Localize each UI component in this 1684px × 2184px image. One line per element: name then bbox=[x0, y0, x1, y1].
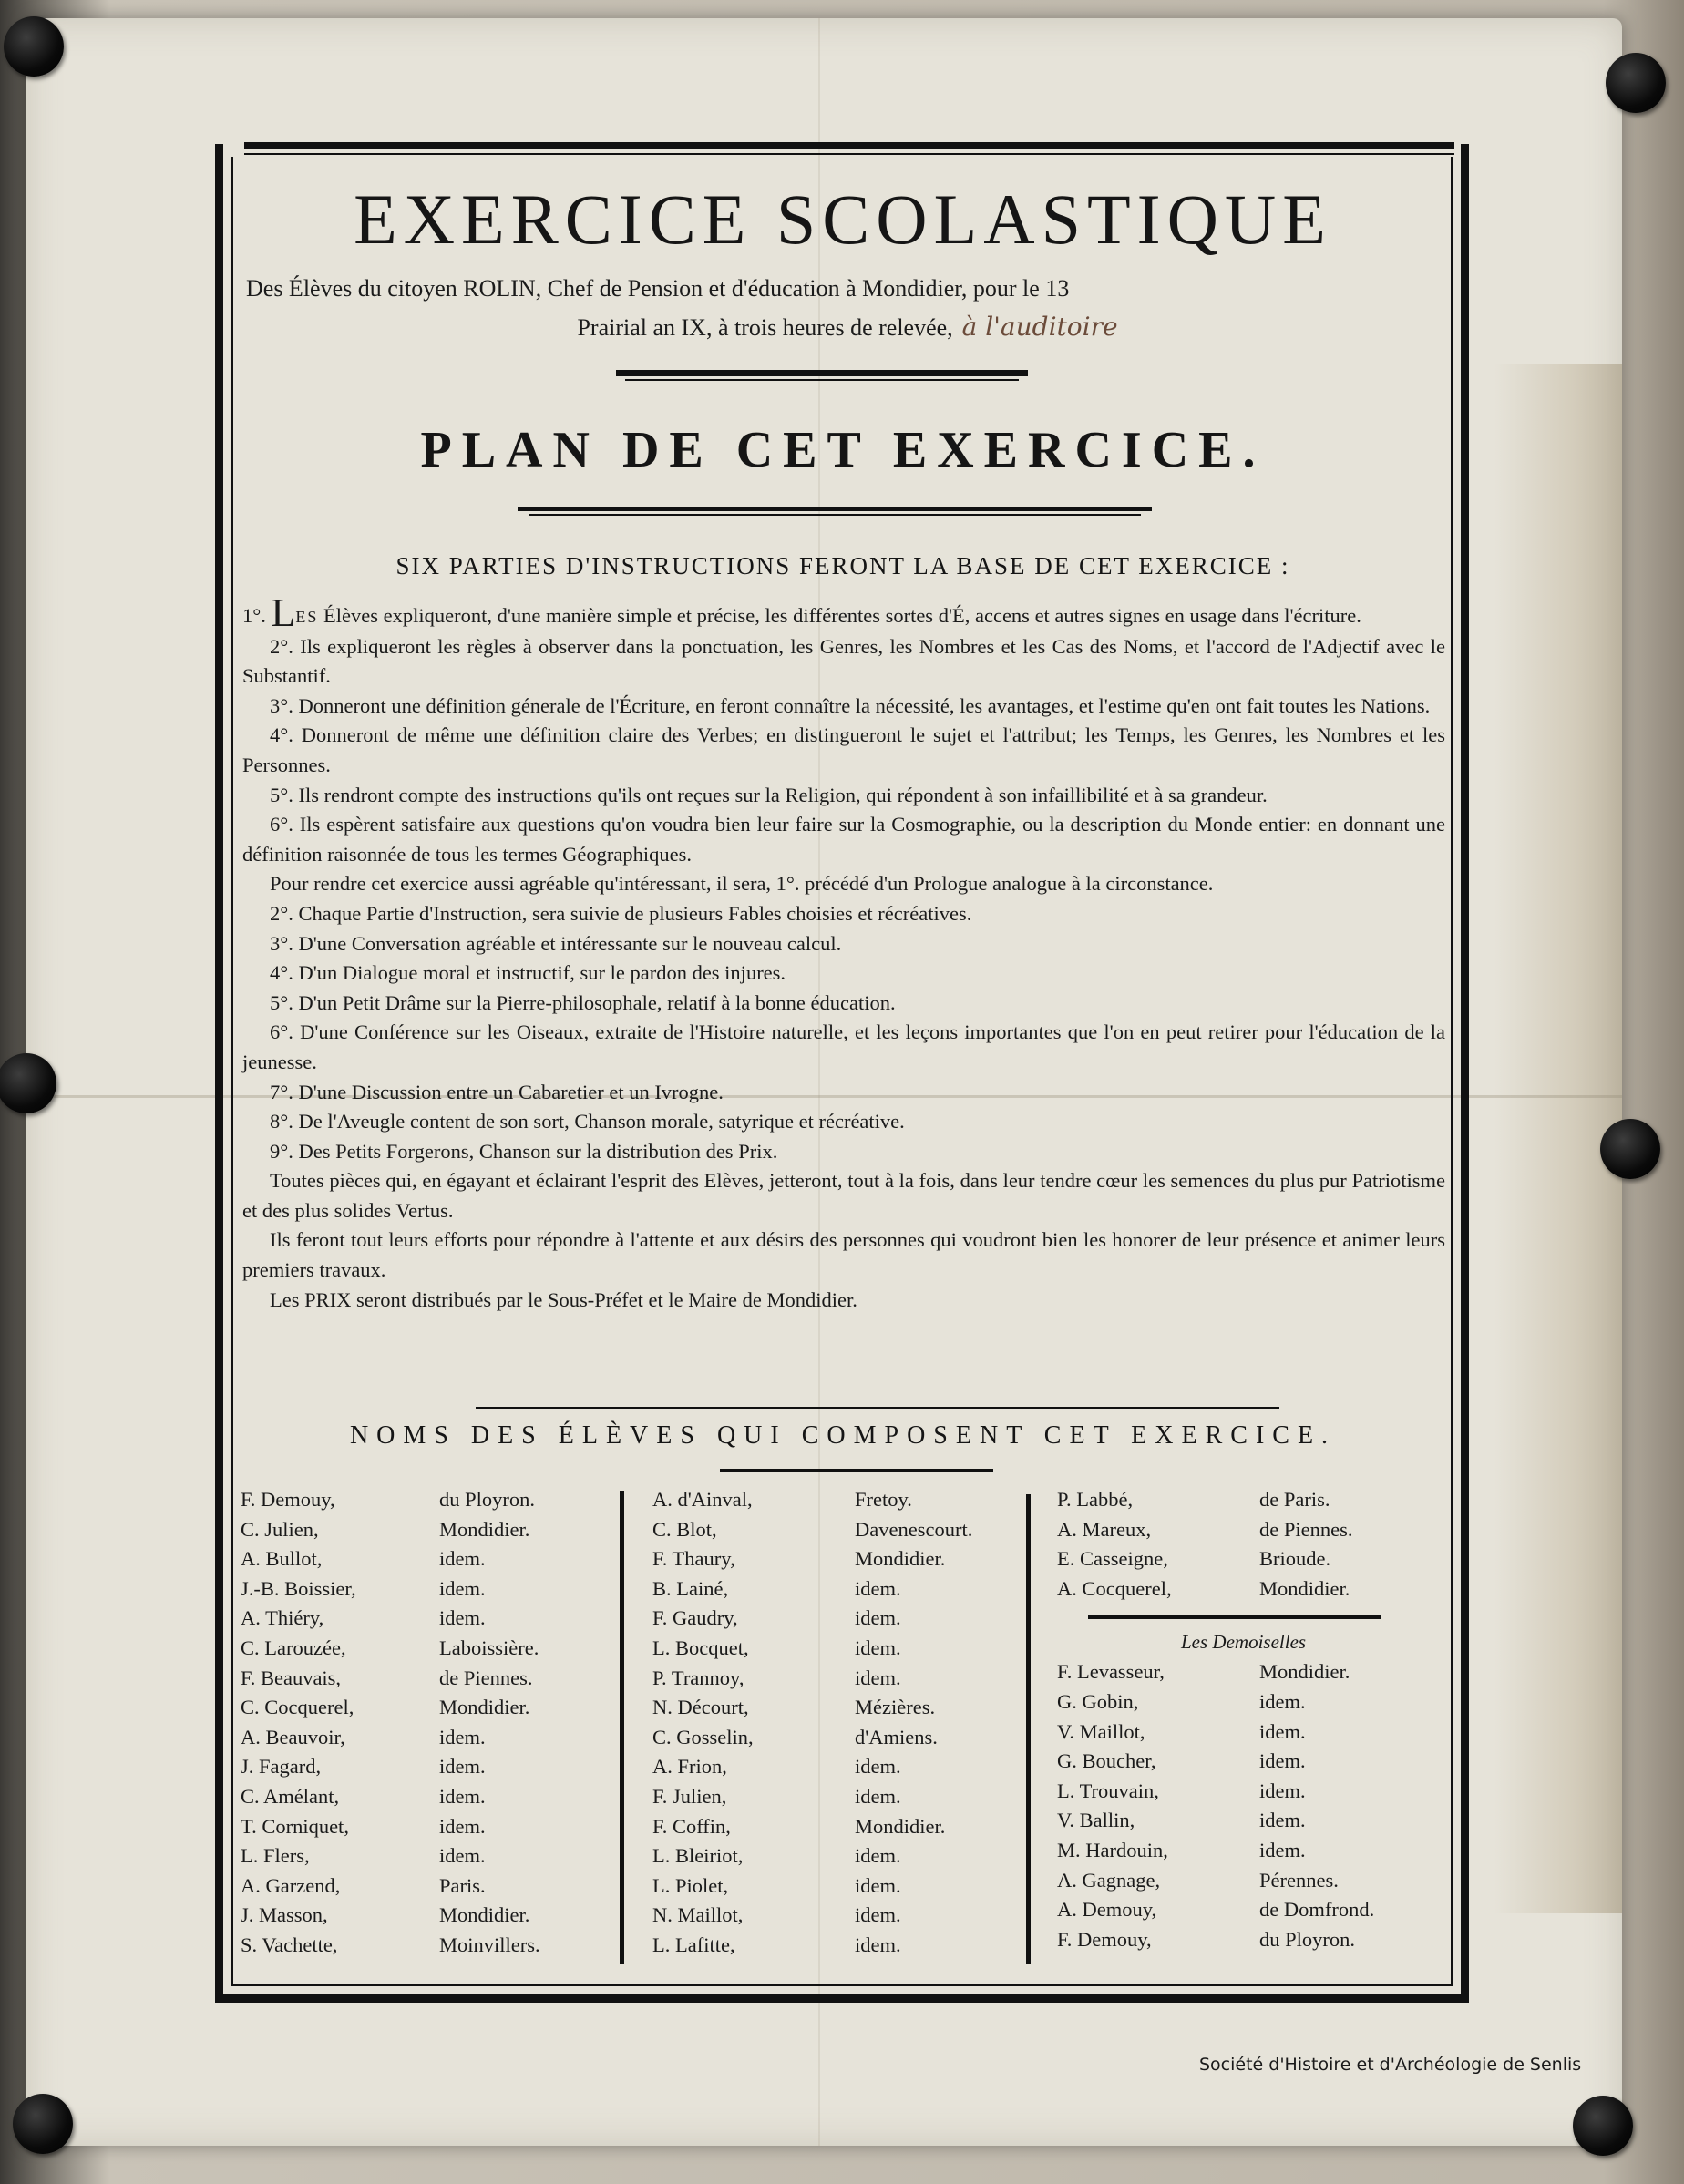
thumbtack-icon bbox=[1606, 53, 1666, 113]
student-place: Mézières. bbox=[855, 1696, 936, 1719]
paragraph-1-number: 1°. bbox=[242, 604, 266, 627]
student-name: V. Maillot, bbox=[1057, 1719, 1145, 1743]
student-place: du Ployron. bbox=[1259, 1927, 1356, 1951]
subtitle-line-1: Des Élèves du citoyen ROLIN, Chef de Pension et d'éducation à Mondidier, pour le 13 bbox=[246, 275, 1070, 302]
title-divider bbox=[616, 370, 1028, 376]
student-name: J.-B. Boissier, bbox=[241, 1576, 356, 1600]
student-row bbox=[652, 1693, 1017, 1723]
student-place: idem. bbox=[855, 1844, 901, 1868]
student-name: A. Mareux, bbox=[1057, 1517, 1152, 1541]
thumbtack-icon bbox=[13, 2094, 73, 2154]
student-row bbox=[241, 1604, 605, 1634]
student-place: idem. bbox=[855, 1606, 901, 1630]
student-name: M. Hardouin, bbox=[1057, 1838, 1168, 1861]
subtitle-line-2-text: Prairial an IX, à trois heures de relevée, bbox=[577, 314, 953, 341]
student-place: Fretoy. bbox=[855, 1488, 912, 1511]
student-place: Mondidier. bbox=[1259, 1576, 1350, 1600]
document-title: EXERCICE SCOLASTIQUE bbox=[354, 179, 1332, 259]
student-name: F. Demouy, bbox=[241, 1488, 335, 1511]
paragraph-5: 5°. Ils rendront compte des instructions qu'ils ont reçues sur la Religion, qui répondent à son infaillibilité et à sa grandeur. bbox=[270, 783, 1268, 806]
student-row bbox=[241, 1723, 605, 1753]
student-place: idem. bbox=[855, 1933, 901, 1956]
student-row bbox=[1057, 1925, 1440, 1955]
subtitle-line-2 bbox=[246, 308, 1449, 347]
student-place: d'Amiens. bbox=[855, 1725, 938, 1748]
student-place: Mondidier. bbox=[855, 1814, 946, 1838]
student-row bbox=[1057, 1515, 1440, 1545]
document-subtitle bbox=[246, 270, 1449, 347]
student-row bbox=[1057, 1806, 1440, 1836]
student-row bbox=[1057, 1836, 1440, 1866]
student-row bbox=[652, 1782, 1017, 1812]
student-name: S. Vachette, bbox=[241, 1933, 338, 1956]
student-row bbox=[241, 1515, 605, 1545]
demoiselles-divider bbox=[1088, 1615, 1381, 1619]
students-column-1 bbox=[241, 1485, 605, 1961]
student-row bbox=[652, 1931, 1017, 1961]
student-name: C. Larouzée, bbox=[241, 1635, 346, 1659]
paragraph-18: Les PRIX seront distribués par le Sous-Préfet et le Maire de Mondidier. bbox=[270, 1287, 857, 1311]
paragraph-3: 3°. Donneront une définition génerale de l'Écriture, en feront connaître la nécessité, les avantages, et l'estime qu'en ont fait toutes les Nations. bbox=[270, 693, 1431, 717]
paragraph-1-text: Élèves expliqueront, d'une manière simple et précise, les différentes sortes d'É, accens et autres signes en usage dans l'écriture. bbox=[323, 604, 1361, 627]
student-name: C. Cocquerel, bbox=[241, 1696, 354, 1719]
paragraph-8: 2°. Chaque Partie d'Instruction, sera suivie de plusieurs Fables choisies et récréatives. bbox=[270, 901, 972, 925]
student-place: Brioude. bbox=[1259, 1547, 1331, 1571]
student-row bbox=[1057, 1657, 1440, 1687]
paragraph-13: 7°. D'une Discussion entre un Cabaretier et un Ivrogne. bbox=[270, 1080, 724, 1103]
student-name: P. Labbé, bbox=[1057, 1488, 1134, 1511]
paragraph-11: 5°. D'un Petit Drâme sur la Pierre-philosophale, relatif à la bonne éducation. bbox=[270, 990, 896, 1014]
student-place: idem. bbox=[855, 1635, 901, 1659]
paragraph-6: 6°. Ils espèrent satisfaire aux questions qu'on voudra bien leur faire sur la Cosmographie, ou la description du Monde entier: en donnant une définition raisonnée de tous les termes Géographiques. bbox=[242, 813, 1445, 866]
student-name: A. Thiéry, bbox=[241, 1606, 324, 1630]
thumbtack-icon bbox=[1600, 1119, 1660, 1179]
students-heading: NOMS DES ÉLÈVES QUI COMPOSENT CET EXERCICE. bbox=[349, 1421, 1337, 1450]
student-row bbox=[241, 1931, 605, 1961]
paragraph-9: 3°. D'une Conversation agréable et intéressante sur le nouveau calcul. bbox=[270, 931, 842, 955]
student-row bbox=[652, 1841, 1017, 1871]
student-place: idem. bbox=[855, 1873, 901, 1897]
student-name: L. Bleiriot, bbox=[652, 1844, 744, 1868]
handwritten-note: à l'auditoire bbox=[961, 312, 1118, 342]
student-row bbox=[241, 1841, 605, 1871]
student-row bbox=[652, 1871, 1017, 1902]
student-name: T. Corniquet, bbox=[241, 1814, 349, 1838]
student-place: idem. bbox=[439, 1606, 486, 1630]
student-place: Mondidier. bbox=[855, 1547, 946, 1571]
plan-divider bbox=[518, 507, 1152, 511]
student-row bbox=[1057, 1574, 1440, 1605]
student-name: A. Bullot, bbox=[241, 1547, 323, 1571]
student-place: Mondidier. bbox=[439, 1517, 530, 1541]
student-name: B. Lainé, bbox=[652, 1576, 729, 1600]
student-name: A. Demouy, bbox=[1057, 1898, 1157, 1922]
student-row bbox=[1057, 1777, 1440, 1807]
paragraph-4: 4°. Donneront de même une définition claire des Verbes; en distingueront le sujet et l'attribut; les Temps, les Genres, les Nombres et les Personnes. bbox=[242, 723, 1445, 776]
student-place: de Piennes. bbox=[1259, 1517, 1353, 1541]
student-place: idem. bbox=[1259, 1689, 1306, 1713]
thumbtack-icon bbox=[4, 16, 64, 77]
student-name: L. Trouvain, bbox=[1057, 1779, 1159, 1802]
student-name: L. Lafitte, bbox=[652, 1933, 735, 1956]
program-text bbox=[242, 590, 1445, 1315]
student-place: de Piennes. bbox=[439, 1666, 533, 1689]
student-row bbox=[652, 1604, 1017, 1634]
paragraph-2: 2°. Ils expliqueront les règles à observer dans la ponctuation, les Genres, les Nombres et les Cas des Noms, et l'accord de l'Adjectif avec le Substantif. bbox=[242, 634, 1445, 688]
student-place: Moinvillers. bbox=[439, 1933, 540, 1956]
student-place: idem. bbox=[1259, 1838, 1306, 1861]
student-row bbox=[1057, 1485, 1440, 1515]
paragraph-12: 6°. D'une Conférence sur les Oiseaux, extraite de l'Histoire naturelle, et les leçons importantes que l'on en peut retirer pour l'éducation de la jeunesse. bbox=[242, 1020, 1445, 1073]
student-name: A. d'Ainval, bbox=[652, 1488, 753, 1511]
student-name: G. Gobin, bbox=[1057, 1689, 1139, 1713]
student-place: Mondidier. bbox=[1259, 1660, 1350, 1684]
student-name: A. Cocquerel, bbox=[1057, 1576, 1172, 1600]
student-row bbox=[652, 1544, 1017, 1574]
student-row bbox=[652, 1664, 1017, 1694]
student-place: idem. bbox=[855, 1784, 901, 1808]
student-name: A. Beauvoir, bbox=[241, 1725, 345, 1748]
student-name: P. Trannoy, bbox=[652, 1666, 744, 1689]
student-row bbox=[1057, 1866, 1440, 1896]
student-place: Laboissière. bbox=[439, 1635, 539, 1659]
student-place: idem. bbox=[1259, 1719, 1306, 1743]
student-name: C. Blot, bbox=[652, 1517, 717, 1541]
paragraph-1 bbox=[242, 590, 1445, 635]
students-divider bbox=[720, 1469, 993, 1472]
student-name: F. Demouy, bbox=[1057, 1927, 1152, 1951]
student-name: V. Ballin, bbox=[1057, 1809, 1135, 1832]
student-row bbox=[241, 1634, 605, 1664]
student-name: A. Garzend, bbox=[241, 1873, 341, 1897]
student-row bbox=[241, 1574, 605, 1605]
student-place: idem. bbox=[439, 1844, 486, 1868]
student-place: idem. bbox=[439, 1725, 486, 1748]
student-row bbox=[1057, 1895, 1440, 1925]
student-place: de Domfrond. bbox=[1259, 1898, 1375, 1922]
student-place: idem. bbox=[439, 1547, 486, 1571]
thumbtack-icon bbox=[1573, 2096, 1633, 2156]
student-row bbox=[652, 1752, 1017, 1782]
student-row bbox=[1057, 1747, 1440, 1777]
students-column-3 bbox=[1057, 1485, 1440, 1954]
plan-divider-thin bbox=[529, 514, 1141, 516]
student-place: idem. bbox=[439, 1784, 486, 1808]
student-place: idem. bbox=[855, 1903, 901, 1927]
student-row bbox=[241, 1693, 605, 1723]
body-divider bbox=[476, 1407, 1279, 1409]
student-place: du Ployron. bbox=[439, 1488, 536, 1511]
student-place: idem. bbox=[1259, 1749, 1306, 1773]
plan-title: PLAN DE CET EXERCICE. bbox=[420, 422, 1266, 478]
student-place: Paris. bbox=[439, 1873, 486, 1897]
student-row bbox=[241, 1485, 605, 1515]
paragraph-16: Toutes pièces qui, en égayant et éclairant l'esprit des Elèves, jetteront, tout à la fois, dans leur tendre cœur les semences du plus pur Patriotisme et des plus solides Vertus. bbox=[242, 1169, 1445, 1222]
paragraph-17: Ils feront tout leurs efforts pour répondre à l'attente et aux désirs des personnes qui voudront bien les honorer de leur présence et animer leurs premiers travaux. bbox=[242, 1228, 1445, 1282]
student-place: Davenescourt. bbox=[855, 1517, 973, 1541]
student-row bbox=[652, 1634, 1017, 1664]
student-name: C. Gosselin, bbox=[652, 1725, 754, 1748]
student-name: G. Boucher, bbox=[1057, 1749, 1156, 1773]
student-place: idem. bbox=[1259, 1779, 1306, 1802]
student-place: idem. bbox=[439, 1576, 486, 1600]
student-place: idem. bbox=[439, 1755, 486, 1779]
student-name: C. Amélant, bbox=[241, 1784, 340, 1808]
student-row bbox=[1057, 1717, 1440, 1748]
student-name: E. Casseigne, bbox=[1057, 1547, 1168, 1571]
student-place: Mondidier. bbox=[439, 1696, 530, 1719]
student-row bbox=[241, 1752, 605, 1782]
student-row bbox=[652, 1901, 1017, 1931]
student-name: F. Thaury, bbox=[652, 1547, 735, 1571]
student-name: F. Beauvais, bbox=[241, 1666, 342, 1689]
student-row bbox=[652, 1485, 1017, 1515]
student-name: C. Julien, bbox=[241, 1517, 319, 1541]
students-column-2 bbox=[652, 1485, 1017, 1961]
paragraph-1-smallcaps: ES bbox=[295, 608, 319, 626]
student-row bbox=[1057, 1544, 1440, 1574]
column-separator-2 bbox=[1026, 1494, 1031, 1964]
student-name: F. Coffin, bbox=[652, 1814, 731, 1838]
student-place: idem. bbox=[439, 1814, 486, 1838]
image-credit: Société d'Histoire et d'Archéologie de Senlis bbox=[1199, 2055, 1582, 2075]
student-place: idem. bbox=[1259, 1809, 1306, 1832]
paragraph-10: 4°. D'un Dialogue moral et instructif, sur le pardon des injures. bbox=[270, 961, 786, 985]
student-name: A. Frion, bbox=[652, 1755, 727, 1779]
student-place: Pérennes. bbox=[1259, 1868, 1339, 1892]
student-row bbox=[241, 1901, 605, 1931]
student-place: idem. bbox=[855, 1576, 901, 1600]
student-place: Mondidier. bbox=[439, 1903, 530, 1927]
drop-capital: L bbox=[271, 590, 296, 635]
student-row bbox=[241, 1664, 605, 1694]
student-name: N. Décourt, bbox=[652, 1696, 749, 1719]
column-separator-1 bbox=[620, 1491, 624, 1964]
student-row bbox=[1057, 1687, 1440, 1717]
title-divider-thin bbox=[625, 379, 1019, 381]
student-name: L. Bocquet, bbox=[652, 1635, 749, 1659]
student-row bbox=[652, 1723, 1017, 1753]
student-row bbox=[652, 1515, 1017, 1545]
student-name: F. Julien, bbox=[652, 1784, 727, 1808]
student-row bbox=[241, 1871, 605, 1902]
student-row bbox=[652, 1574, 1017, 1605]
student-name: J. Masson, bbox=[241, 1903, 328, 1927]
student-name: A. Gagnage, bbox=[1057, 1868, 1161, 1892]
student-row bbox=[241, 1782, 605, 1812]
student-place: de Paris. bbox=[1259, 1488, 1330, 1511]
student-row bbox=[652, 1812, 1017, 1842]
paragraph-15: 9°. Des Petits Forgerons, Chanson sur la distribution des Prix. bbox=[270, 1139, 778, 1163]
student-name: J. Fagard, bbox=[241, 1755, 322, 1779]
student-name: L. Flers, bbox=[241, 1844, 310, 1868]
student-row bbox=[241, 1544, 605, 1574]
paragraph-7: Pour rendre cet exercice aussi agréable qu'intéressant, il sera, 1°. précédé d'un Prologue analogue à la circonstance. bbox=[270, 872, 1214, 896]
student-name: L. Piolet, bbox=[652, 1873, 729, 1897]
student-name: F. Levasseur, bbox=[1057, 1660, 1165, 1684]
six-parties-heading: SIX PARTIES D'INSTRUCTIONS FERONT LA BASE DE CET EXERCICE : bbox=[395, 552, 1290, 579]
student-row bbox=[241, 1812, 605, 1842]
student-place: idem. bbox=[855, 1666, 901, 1689]
student-name: N. Maillot, bbox=[652, 1903, 744, 1927]
paragraph-14: 8°. De l'Aveugle content de son sort, Chanson morale, satyrique et récréative. bbox=[270, 1110, 905, 1133]
student-name: F. Gaudry, bbox=[652, 1606, 738, 1630]
demoiselles-heading: Les Demoiselles bbox=[1181, 1631, 1307, 1654]
student-place: idem. bbox=[855, 1755, 901, 1779]
